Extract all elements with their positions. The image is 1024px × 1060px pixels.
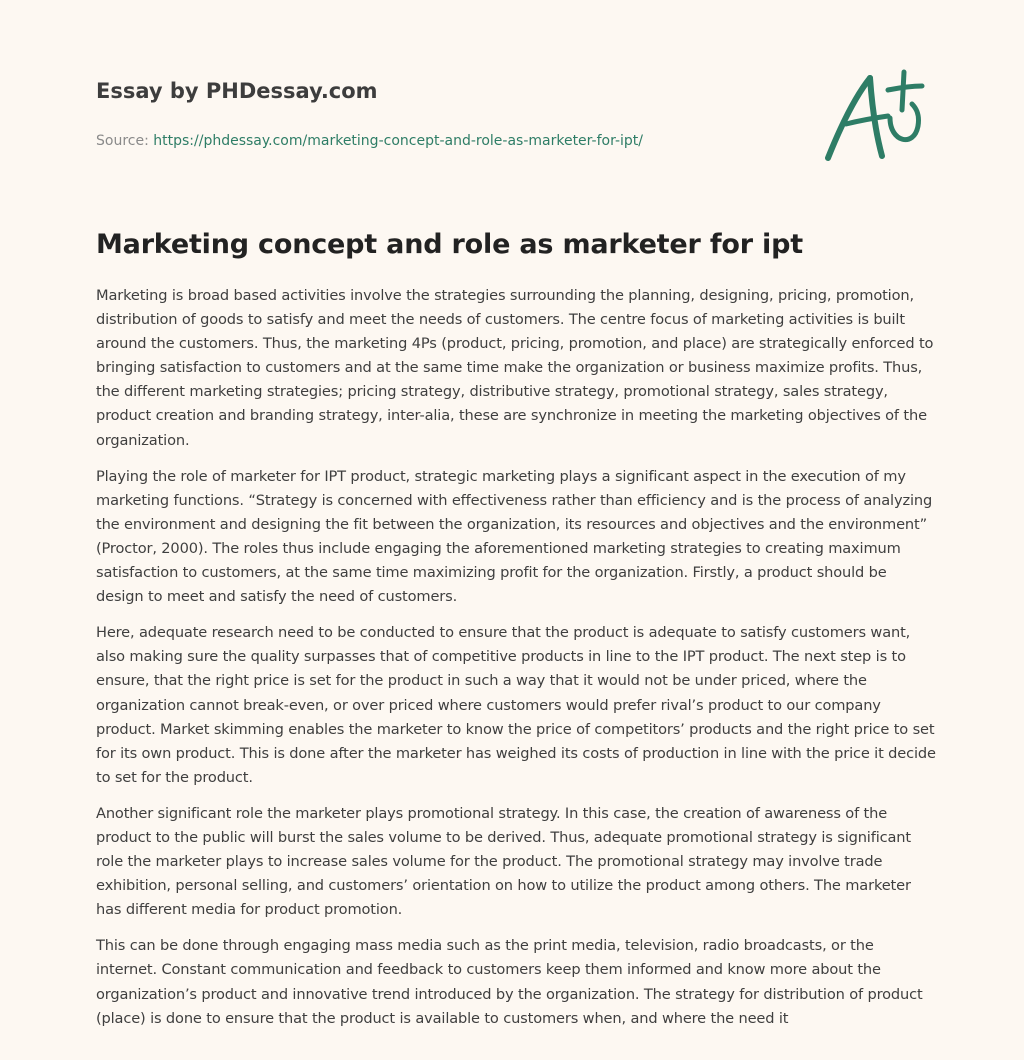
article-body: [96, 284, 936, 1043]
article-paragraph: Another significant role the marketer plays promotional strategy. In this case, the creation of awareness of the product to the public will burst the sales volume to be derived. Thus, adequate promotional strategy is significant role the marketer plays to increase sales volume for the product. The promotional strategy may involve trade exhibition, personal selling, and customers’ orientation on how to utilize the product among others. The marketer has different media for product promotion.: [96, 804, 911, 919]
article-paragraph: This can be done through engaging mass media such as the print media, television, radio broadcasts, or the internet. Constant communication and feedback to customers keep them informed and know more about the organization’s product and innovative trend introduced by the organization. The strategy for distribution of product (place) is done to ensure that the product is available to customers when, and where the need it: [96, 937, 923, 1027]
article-title: Marketing concept and role as marketer for ipt: [96, 229, 803, 260]
brand-title: Essay by PHDessay.com: [96, 79, 378, 103]
article-paragraph: Here, adequate research need to be conducted to ensure that the product is adequate to satisfy customers want, also making sure the quality surpasses that of competitive products in line to the IPT product. The next step is to ensure, that the right price is set for the product in such a way that it would not be under priced, where the organization cannot break-even, or over priced where customers would prefer rival’s product to our company product. Market skimming enables the marketer to know the price of competitors’ products and the right price to set for its own product. This is done after the marketer has weighed its costs of production in line with the price it decide to set for the product.: [96, 624, 936, 786]
source-link[interactable]: https://phdessay.com/marketing-concept-and-role-as-marketer-for-ipt/: [153, 133, 643, 149]
article-paragraph: Playing the role of marketer for IPT product, strategic marketing plays a significant aspect in the execution of my marketing functions. “Strategy is concerned with effectiveness rather than efficiency and is the process of analyzing the environment and designing the fit between the organization, its resources and objectives and the environment” (Proctor, 2000). The roles thus include engaging the aforementioned marketing strategies to creating maximum satisfaction to customers, at the same time maximizing profit for the organization. Firstly, a product should be design to meet and satisfy the need of customers.: [96, 467, 933, 606]
source-label: Source:: [96, 133, 154, 149]
source-line: [96, 131, 796, 151]
article-paragraph: Marketing is broad based activities involve the strategies surrounding the planning, designing, pricing, promotion, distribution of goods to satisfy and meet the needs of customers. The centre focus of marketing activities is built around the customers. Thus, the marketing 4Ps (product, pricing, promotion, and place) are strategically enforced to bringing satisfaction to customers and at the same time make the organization or business maximize profits. Thus, the different marketing strategies; pricing strategy, distributive strategy, promotional strategy, sales strategy, product creation and branding strategy, inter-alia, these are synchronize in meeting the marketing objectives of the organization.: [96, 287, 934, 449]
page-header: [96, 76, 796, 151]
a-plus-grade-icon: [818, 64, 936, 168]
